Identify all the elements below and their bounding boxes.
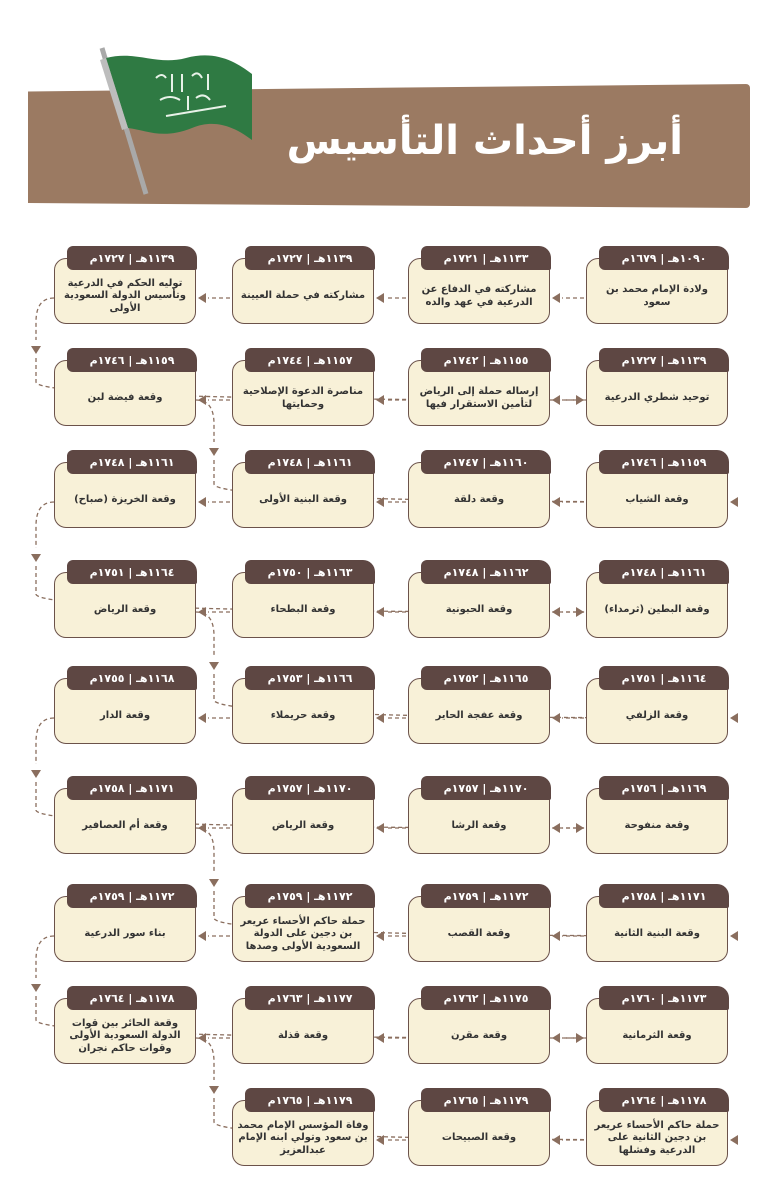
event-date: ١٠٩٠هـ | ١٦٧٩م: [599, 246, 729, 270]
arrow-icon: [730, 497, 738, 507]
event-date: ١١٧٣هـ | ١٧٦٠م: [599, 986, 729, 1010]
event-date: ١١٧٩هـ | ١٧٦٥م: [421, 1088, 551, 1112]
event-date: ١١٥٩هـ | ١٧٤٦م: [67, 348, 197, 372]
arrow-icon: [730, 931, 738, 941]
event-text: حملة حاكم الأحساء عريعر بن دجين على الدولة السعودية الأولى وصدها: [240, 915, 366, 952]
timeline-card: [408, 565, 550, 638]
event-text: وقعة دلقة: [453, 494, 505, 506]
event-date: ١١٧٢هـ | ١٧٥٩م: [421, 884, 551, 908]
event-date: ١١٦٠هـ | ١٧٤٧م: [421, 450, 551, 474]
timeline-card: [232, 1093, 374, 1166]
arrow-icon: [552, 1135, 560, 1145]
event-text: وقعة الدار: [99, 710, 151, 722]
event-date: ١١٧١هـ | ١٧٥٨م: [67, 776, 197, 800]
arrow-icon: [198, 497, 206, 507]
arrow-icon: [552, 931, 560, 941]
connector-curve: [36, 298, 54, 340]
timeline-card: [586, 991, 728, 1064]
event-date: ١١٧١هـ | ١٧٥٨م: [599, 884, 729, 908]
connector-curve: [36, 936, 54, 978]
event-text: وقعة الرشا: [451, 820, 507, 832]
event-text: وقعة الصبيحات: [441, 1132, 517, 1144]
event-text: وقعة الثرمانية: [622, 1030, 692, 1042]
arrow-icon: [730, 713, 738, 723]
timeline-card: [586, 251, 728, 324]
arrow-icon: [552, 823, 560, 833]
event-date: ١١٦٤هـ | ١٧٥١م: [67, 560, 197, 584]
arrow-icon: [31, 984, 41, 992]
timeline-card: [54, 991, 196, 1064]
timeline-card: [408, 353, 550, 426]
event-date: ١١٧٥هـ | ١٧٦٢م: [421, 986, 551, 1010]
event-text: وقعة البنية الثانية: [614, 928, 700, 940]
timeline-card: [232, 565, 374, 638]
timeline-card: [54, 251, 196, 324]
event-text: مشاركته في حملة العيينة: [240, 290, 366, 302]
page-title: أبرز أحداث التأسيس: [286, 118, 683, 164]
event-date: ١١٧٨هـ | ١٧٦٤م: [67, 986, 197, 1010]
arrow-icon: [552, 607, 560, 617]
timeline-card: [232, 455, 374, 528]
event-date: ١١٣٩هـ | ١٧٢٧م: [67, 246, 197, 270]
timeline-card: [586, 781, 728, 854]
arrow-icon: [209, 879, 219, 887]
arrow-icon: [376, 823, 384, 833]
timeline-card: [54, 671, 196, 744]
connector-curve: [196, 400, 214, 442]
arrow-icon: [376, 1033, 384, 1043]
timeline-card: [586, 1093, 728, 1166]
timeline-card: [54, 781, 196, 854]
timeline-card: [586, 455, 728, 528]
timeline-card: [586, 671, 728, 744]
timeline-card: [408, 781, 550, 854]
event-date: ١١٣٩هـ | ١٧٢٧م: [245, 246, 375, 270]
arrow-icon: [31, 554, 41, 562]
timeline-card: [54, 353, 196, 426]
event-date: ١١٧٧هـ | ١٧٦٣م: [245, 986, 375, 1010]
arrow-icon: [552, 293, 560, 303]
arrow-icon: [552, 497, 560, 507]
event-text: إرساله حملة إلى الرياض لتأمين الاستقرار فيها: [419, 386, 539, 410]
event-text: وقعة مقرن: [450, 1030, 508, 1042]
event-text: حملة حاكم الأحساء عريعر بن دجين الثانية على الدرعية وفشلها: [594, 1119, 720, 1156]
timeline-card: [408, 671, 550, 744]
timeline-card: [232, 251, 374, 324]
event-text: مناصرة الدعوة الإصلاحية وحمايتها: [242, 386, 364, 410]
event-text: وقعة البطحاء: [270, 604, 336, 616]
event-date: ١١٧٢هـ | ١٧٥٩م: [67, 884, 197, 908]
event-text: وقعة منفوحة: [624, 820, 690, 832]
arrow-icon: [209, 448, 219, 456]
event-text: وقعة حريملاء: [270, 710, 336, 722]
timeline-card: [232, 889, 374, 962]
timeline-card: [54, 455, 196, 528]
timeline-card: [586, 565, 728, 638]
event-text: وقعة البنية الأولى: [259, 494, 347, 506]
event-text: بناء سور الدرعية: [84, 928, 166, 940]
arrow-icon: [730, 1135, 738, 1145]
event-date: ١١٧٢هـ | ١٧٥٩م: [245, 884, 375, 908]
event-text: وقعة الخريزة (صباح): [74, 494, 176, 506]
timeline-card: [586, 353, 728, 426]
arrow-icon: [31, 770, 41, 778]
event-date: ١١٥٥هـ | ١٧٤٢م: [421, 348, 551, 372]
event-date: ١١٦٩هـ | ١٧٥٦م: [599, 776, 729, 800]
event-text: توحيد شطري الدرعية: [604, 392, 710, 404]
timeline-card: [232, 671, 374, 744]
event-date: ١١٦٢هـ | ١٧٤٨م: [421, 560, 551, 584]
event-text: مشاركته في الدفاع عن الدرعية في عهد والده: [421, 284, 537, 308]
event-text: وفاة المؤسس الإمام محمد بن سعود وتولي ابنه الإمام عبدالعزيز: [237, 1119, 369, 1156]
event-text: وقعة الشياب: [625, 494, 689, 506]
timeline-card: [408, 1093, 550, 1166]
event-text: وقعة قذلة: [277, 1030, 329, 1042]
arrow-icon: [376, 607, 384, 617]
arrow-icon: [31, 346, 41, 354]
event-text: وقعة فيضة لبن: [87, 392, 163, 404]
event-text: وقعة الرياض: [93, 604, 157, 616]
event-date: ١١٣٣هـ | ١٧٢١م: [421, 246, 551, 270]
arrow-icon: [376, 293, 384, 303]
connector-curve: [196, 828, 214, 873]
event-text: وقعة الرياض: [271, 820, 335, 832]
event-date: ١١٦٨هـ | ١٧٥٥م: [67, 666, 197, 690]
timeline-card: [408, 889, 550, 962]
event-text: وقعة الحائر بين قوات الدولة السعودية الأولى وقوات حاكم نجران: [69, 1017, 181, 1054]
arrow-icon: [198, 293, 206, 303]
timeline-card: [408, 991, 550, 1064]
event-text: وقعة الزلفي: [625, 710, 689, 722]
connector-curve: [36, 718, 54, 764]
event-text: وقعة الحبونية: [445, 604, 513, 616]
event-text: وقعة القصب: [447, 928, 511, 940]
arrow-icon: [209, 662, 219, 670]
event-date: ١١٦٦هـ | ١٧٥٣م: [245, 666, 375, 690]
arrow-icon: [198, 713, 206, 723]
event-date: ١١٥٧هـ | ١٧٤٤م: [245, 348, 375, 372]
event-date: ١١٧٨هـ | ١٧٦٤م: [599, 1088, 729, 1112]
event-text: وقعة أم العصافير: [82, 820, 168, 832]
arrow-icon: [552, 1033, 560, 1043]
connector-curve: [196, 1038, 214, 1080]
timeline-card: [54, 565, 196, 638]
event-date: ١١٧٩هـ | ١٧٦٥م: [245, 1088, 375, 1112]
connector-curve: [36, 502, 54, 548]
event-date: ١١٣٩هـ | ١٧٢٧م: [599, 348, 729, 372]
arrow-icon: [376, 395, 384, 405]
timeline-card: [232, 781, 374, 854]
timeline-card: [54, 889, 196, 962]
event-date: ١١٦٥هـ | ١٧٥٢م: [421, 666, 551, 690]
timeline-card: [232, 991, 374, 1064]
event-text: ولادة الإمام محمد بن سعود: [606, 284, 708, 308]
arrow-icon: [552, 395, 560, 405]
event-text: توليه الحكم في الدرعية وتأسيس الدولة السعودية الأولى: [64, 277, 186, 314]
arrow-icon: [209, 1086, 219, 1094]
event-date: ١١٦٣هـ | ١٧٥٠م: [245, 560, 375, 584]
event-text: وقعة البطين (ثرمداء): [604, 604, 710, 616]
timeline-card: [586, 889, 728, 962]
timeline-card: [408, 251, 550, 324]
event-date: ١١٧٠هـ | ١٧٥٧م: [421, 776, 551, 800]
event-date: ١١٦١هـ | ١٧٤٨م: [67, 450, 197, 474]
event-date: ١١٦١هـ | ١٧٤٨م: [599, 560, 729, 584]
arrow-icon: [552, 713, 560, 723]
connector-curve: [196, 612, 214, 656]
timeline-card: [232, 353, 374, 426]
timeline-card: [408, 455, 550, 528]
event-date: ١١٥٩هـ | ١٧٤٦م: [599, 450, 729, 474]
event-date: ١١٦١هـ | ١٧٤٨م: [245, 450, 375, 474]
event-date: ١١٧٠هـ | ١٧٥٧م: [245, 776, 375, 800]
event-date: ١١٦٤هـ | ١٧٥١م: [599, 666, 729, 690]
event-text: وقعة عفجة الحاير: [435, 710, 523, 722]
arrow-icon: [198, 931, 206, 941]
